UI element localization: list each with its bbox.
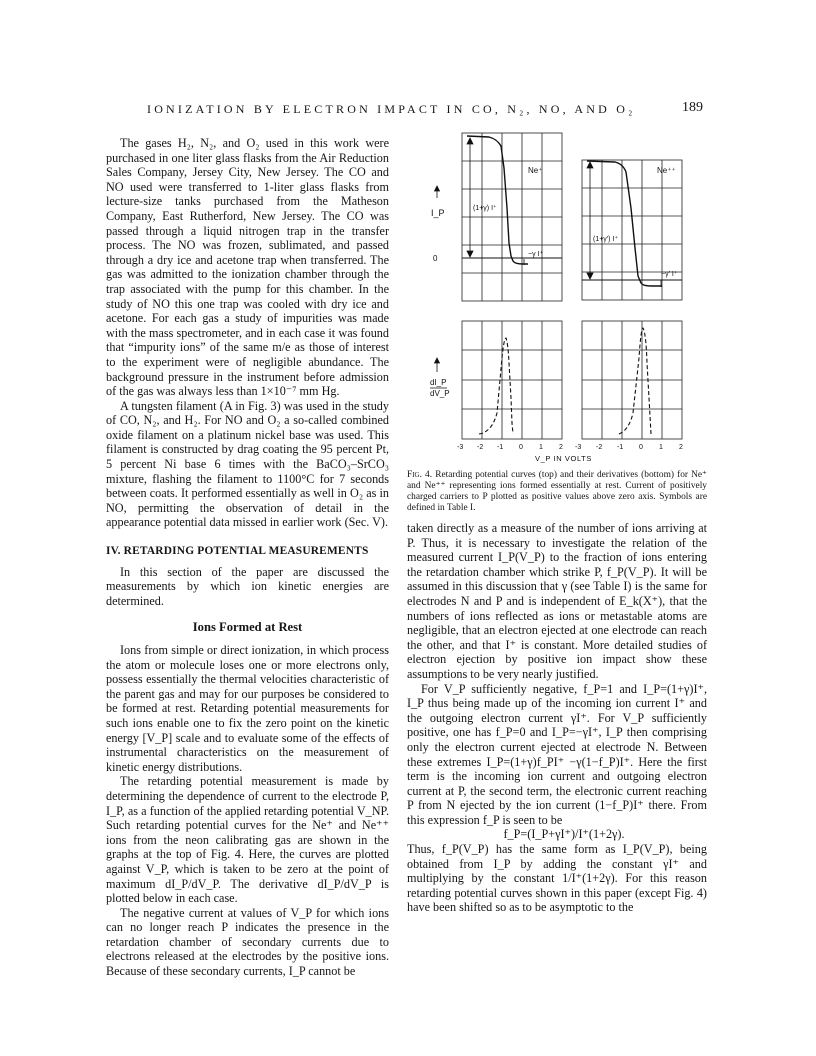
derivative-ne-plus-plus [619,328,651,434]
x-tick: -1 [497,444,504,451]
paragraph-section-intro: In this section of the paper are discussed the measurements by which ion kinetic energies are determined. [106,564,389,608]
x-tick: 1 [659,444,663,451]
annotation-right-negative: −γ' I⁺ [661,271,678,278]
section-title: IV. RETARDING POTENTIAL MEASUREMENTS [106,545,369,558]
running-head: IONIZATION BY ELECTRON IMPACT IN CO, N₂, NO, AND O₂ [147,102,636,116]
caption-label: Fig. 4. [407,470,433,480]
left-column [106,136,389,979]
paragraph-shifted-curves: Thus, f_P(V_P) has the same form as I_P(V_P), being obtained from I_P by adding the constant γI⁺ and multiplying by the constant 1/I⁺(1+2γ). For this reason retarding potential curves shown in this paper (except Fig. 4) have been shifted so as to be asymptotic to the [407,842,707,915]
curve-ne-plus-plus [587,161,662,286]
x-ticks-right [575,444,683,451]
grid-top-left [462,133,562,301]
caption-text: Retarding potential curves (top) and their derivatives (bottom) for Ne⁺ and Ne⁺⁺ representing ions formed essentially at rest. Current of positively charged carriers to P plotted as positive values above zero axis. Symbols are defined in Table I. [407,470,707,513]
x-ticks-left [457,444,563,451]
subsection-title: Ions Formed at Rest [192,620,303,635]
x-tick: -2 [596,444,603,451]
y-zero-label: 0 [433,254,438,263]
annotation-arrows [435,138,662,372]
annotation-left-negative: −γ I⁺ [528,251,544,258]
figure-caption [407,470,707,514]
x-axis-label: V_P IN VOLTS [535,454,592,463]
x-tick: -3 [575,444,582,451]
panel-label-ne-plus: Ne⁺ [528,166,543,175]
panel-label-ne-plus-plus: Ne⁺⁺ [657,166,676,175]
y-axis-label-bottom-numerator: dI_P [430,378,447,387]
right-column [407,521,707,915]
paragraph-extremes: For V_P sufficiently negative, f_P=1 and I_P=(1+γ)I⁺, I_P thus being made up of the incoming ion current I⁺ and the outgoing electron current γI⁺. For V_P sufficiently positive, one has f_P=0 and I_P=−γI⁺, I_P then comprising only the electron current ejected at electrode N. Between these extremes I_P=(1+γ)f_PI⁺ −γ(1−f_P)I⁺. Here the first term is the incoming ion current and outgoing electron current at P, the second term, the electronic current reaching P from N ejected by the ion current (1−f_P)I⁺ there. From this expression f_P is seen to be [407,681,707,827]
grid-bottom-right [582,321,682,439]
running-header [147,102,703,122]
x-tick: 0 [639,444,643,451]
paragraph-filament: A tungsten filament (A in Fig. 3) was used in the study of CO, N₂, and H₂. For NO and O₂ a so-called combined oxide filament on a platinum nickel base was used. This filament is constructed by drag coating the 95 percent Pt, 5 percent Ni base 6 times with the BaCO₃–SrCO₃ mixture, flashing the filament to 1100°C for 7 seconds between coats. It performed essentially as well in O₂ as in NO, permitting the observation of detail in the appearance potential data missed in earlier work (Sec. V). [106,398,389,530]
equation-fp: f_P=(I_P+γI⁺)/I⁺(1+2γ). [503,827,625,842]
x-tick: 1 [539,444,543,451]
page-number: 189 [682,100,703,115]
x-tick: -1 [617,444,624,451]
paragraph-measurement: The retarding potential measurement is made by determining the dependence of current to the electrode P, I_P, as a function of the applied retarding potential V_NP. Such retarding potential curves for the Ne⁺ and Ne⁺⁺ ions from the neon calibrating gas are shown in the graphs at the top of Fig. 4. Here, the curves are plotted against V_P, which is taken to be zero at the point of maximum dI_P/dV_P. The derivative dI_P/dV_P is plotted below in each case. [106,774,389,906]
derivative-ne-plus [479,338,513,434]
x-tick: -3 [457,444,464,451]
annotation-left-total: (1+γ) I⁺ [473,205,497,212]
paragraph-continuation: taken directly as a measure of the number of ions arriving at P. Thus, it is necessary to investigate the relation of the measured current I_P(V_P) to the fraction of ions entering the retardation chamber which strike P, f_P(V_P). It will be assumed in this discussion that γ (see Table I) is the same for electrodes N and P and is independent of E_k(X⁺), that the numbers of ions reflected as ions or metastable atoms are negligible, that an electron ejected at one electrode can reach the other, and that I⁺ is constant. More detailed studies of electron ejection by positive ion impact show these assumptions to be very nearly justified. [407,521,707,681]
paragraph-negative-current: The negative current at values of V_P for which ions can no longer reach P indicates the presence in the retardation chamber of secondary currents due to electrons released at the electrodes by the positive ions. Because of these secondary currents, I_P cannot be [106,905,389,979]
x-tick: -2 [477,444,484,451]
x-tick: 2 [679,444,683,451]
y-axis-label-top: I_P [431,208,445,218]
y-axis-label-bottom-denominator: dV_P [430,389,450,398]
x-tick: 2 [559,444,563,451]
paragraph-gases: The gases H₂, N₂, and O₂ used in this work were purchased in one liter glass flasks from the Air Reduction Sales Company, Jersey City, New Jersey. The CO and NO used were transferred to 1-liter glass flasks from lecture-size tanks purchased from the Matheson Company, East Rutherford, New Jersey. The CO was passed through a liquid nitrogen trap in the transfer process. The NO was frozen, sublimated, and passed through a dry ice and acetone trap when transferred. The gas was admitted to the ionization chamber through the trap associated with the pump for this chamber. In the study of NO this one trap was cooled with dry ice and acetone. For each gas a study of impurities was made with the mass spectrometer, and in each case it was found that “impurity ions” of the same m/e as those of interest to the experiment were of negligible abundance. The background pressure in the instrument before admission of the gas was always less than 1×10⁻⁷ mm Hg. [106,136,389,399]
grid-top-right [582,160,682,300]
annotation-right-total: (1+γ') I⁺ [593,236,619,243]
x-tick: 0 [519,444,523,451]
figure-4 [407,128,707,468]
paragraph-ions-at-rest: Ions from simple or direct ionization, in which process the atom or molecule loses one or more electrons only, possess essentially the thermal velocities characteristic of the parent gas and may for our purposes be considered to be formed at rest. Retarding potential measurements for such ions enable one to fix the zero point on the kinetic energy [V_P] scale and to evaluate some of the effects of instrumental characteristics on the measurement of kinetic energy distributions. [106,643,389,774]
